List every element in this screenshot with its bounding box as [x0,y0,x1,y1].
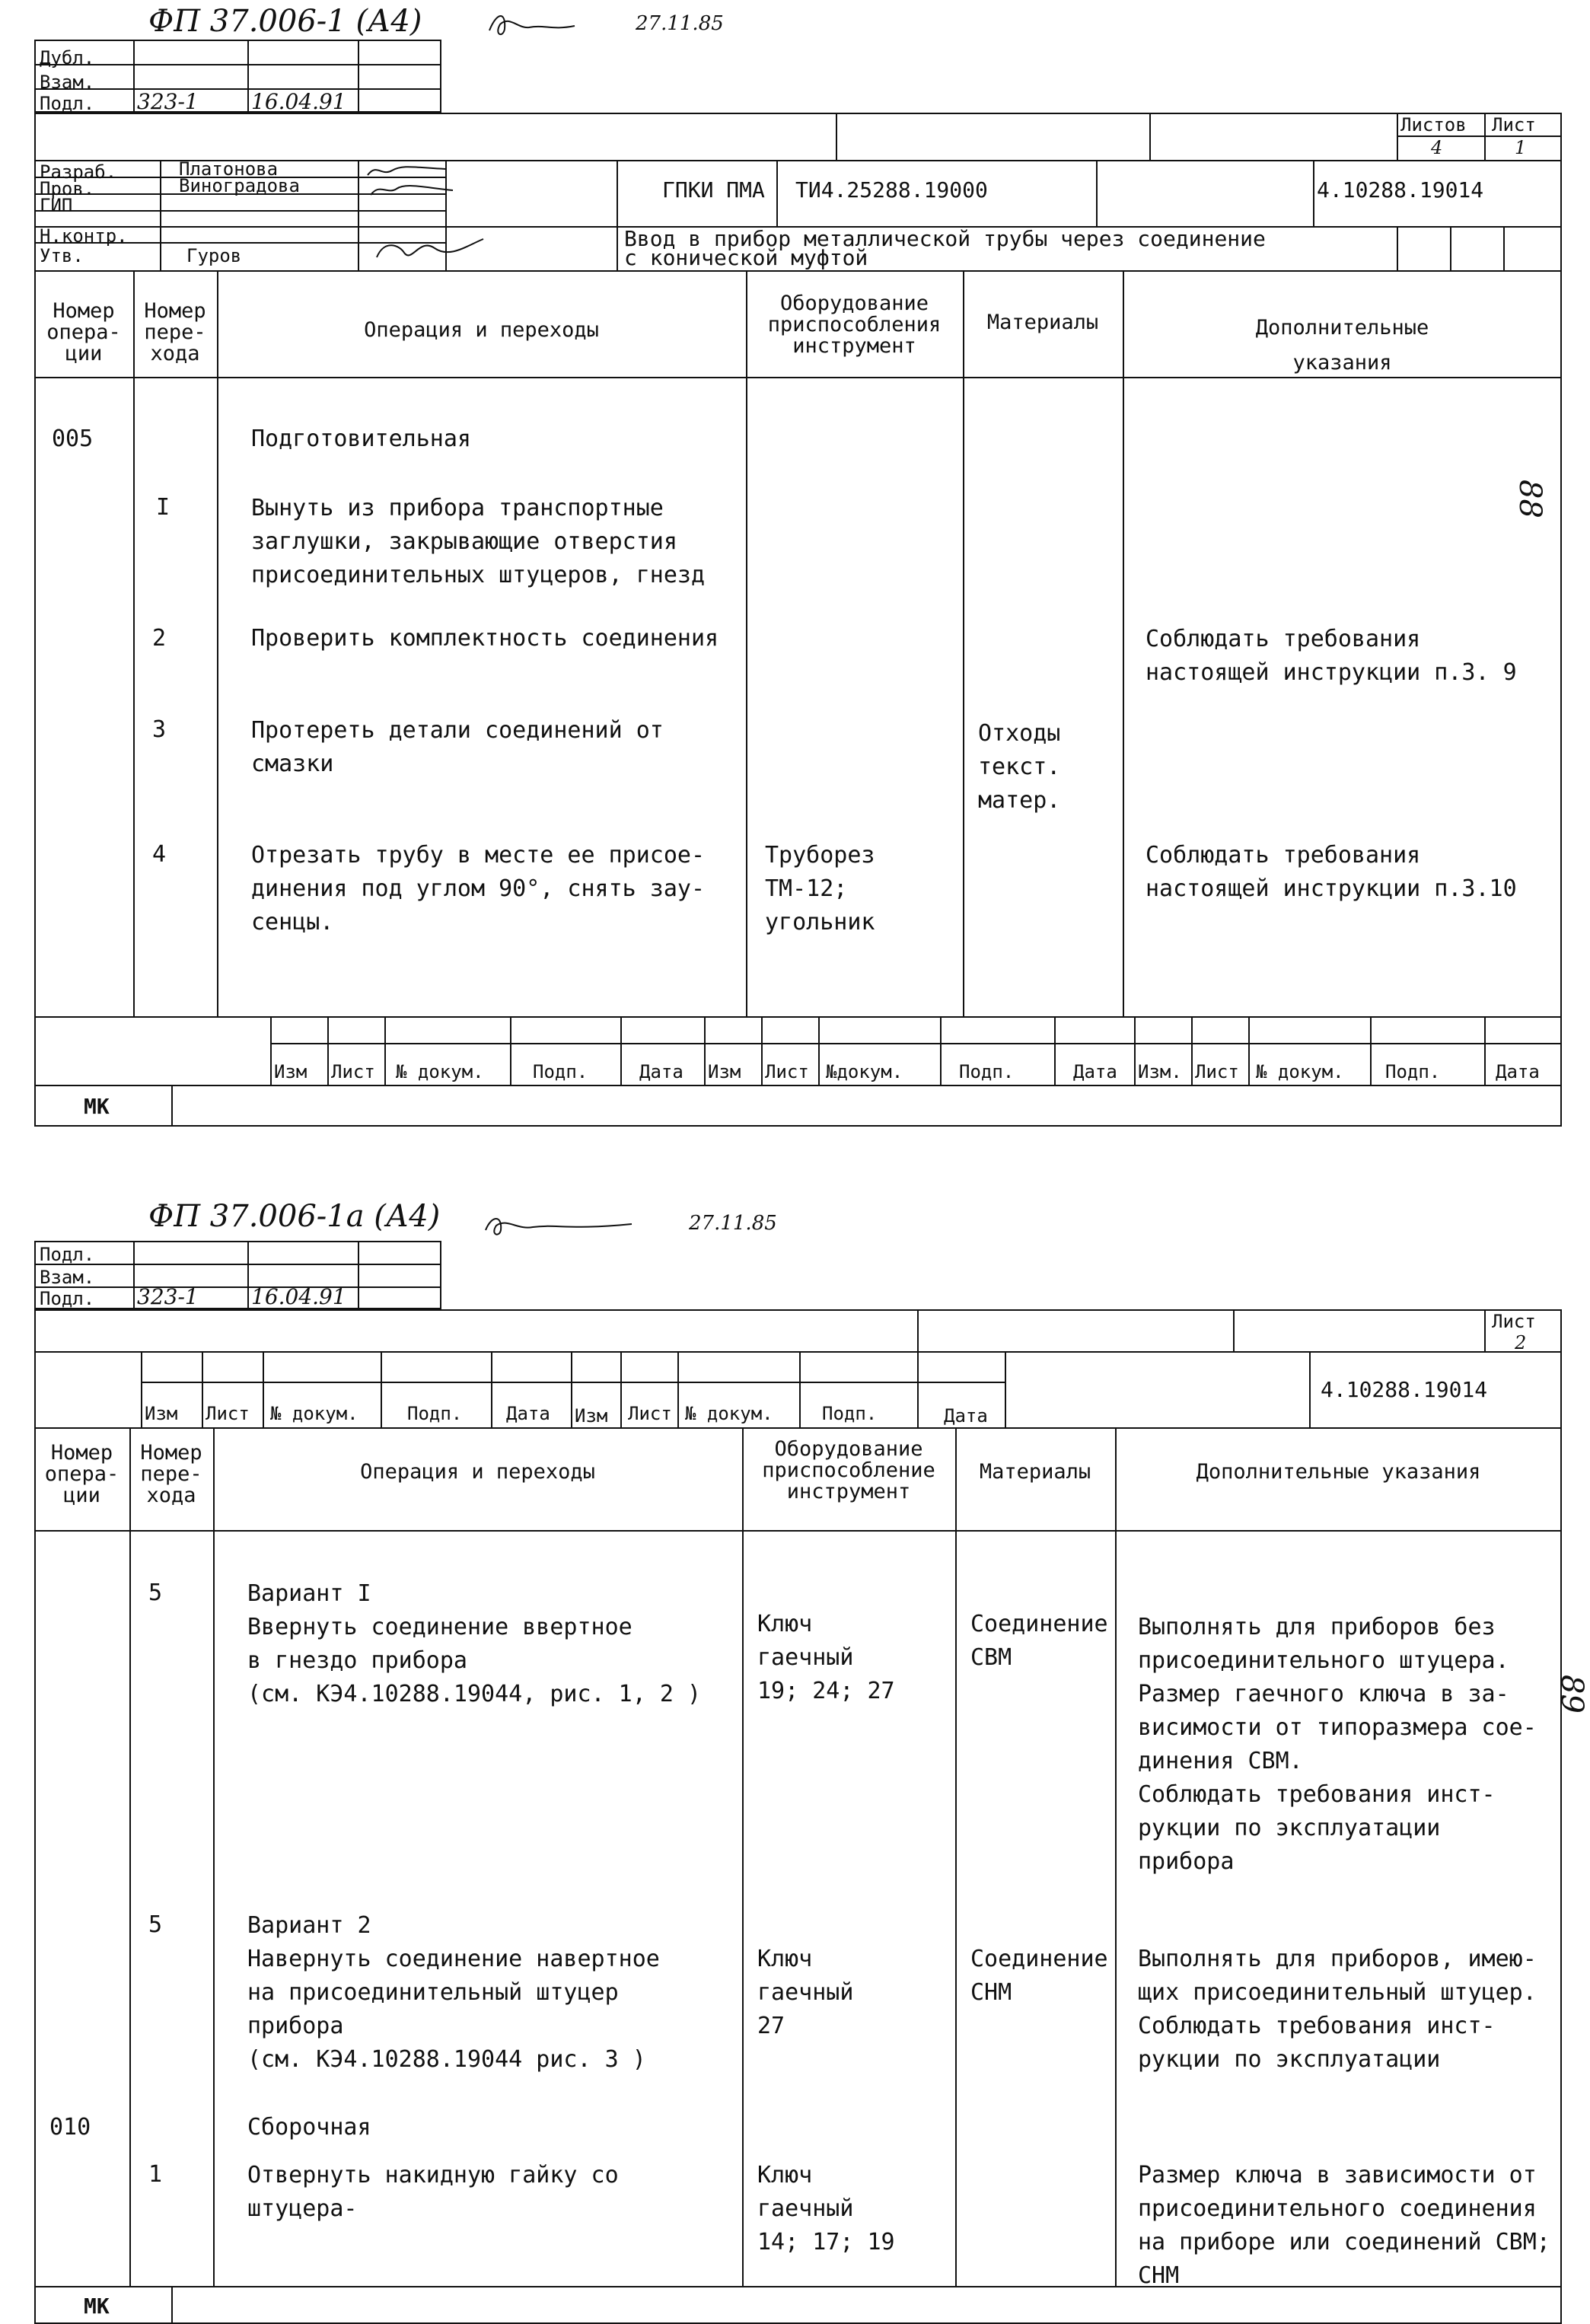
op-text: Вынуть из прибора транспортные заглушки, закрывающие отверстия присоединительных штуцеров, гнезд [251,495,706,588]
role-label: Утв. [40,245,84,266]
margin-page-number: 88 [1512,480,1547,518]
footer-label: Изм [274,1061,307,1082]
person-name: Виноградова [179,175,300,196]
note-text: Выполнять для приборов без присоединительного штуцера. Размер гаечного ключа в за- висимости от типоразмера сое- динения СВМ. Соблюдать требования инст- рукции по эксплуатации прибора [1138,1614,1537,1875]
note-text: Выполнять для приборов, имею- щих присоединительный штуцер. Соблюдать требования инст- рукции по эксплуатации [1138,1946,1537,2073]
footer-label: Дата [1073,1061,1117,1082]
op-text: Вариант 2 Навернуть соединение навертное на присоединительный штуцер прибора (см. КЭ4.10288.19044 рис. 3 ) [247,1912,660,2073]
mk-label: МК [84,2294,110,2319]
step-number: 3 [152,716,167,743]
stamp-label: Подл. [40,1288,95,1309]
sheet-value: 2 [1515,1332,1527,1353]
stamp-label: Взам. [40,1267,95,1288]
header-label: Лист [206,1403,250,1424]
footer-label: № докум. [1256,1061,1344,1082]
header-label: № докум. [270,1403,358,1424]
mk-label: МК [84,1094,110,1119]
org-name: ГПКИ ПМА [662,177,765,202]
col-op-number: Номер опера- ции [44,1441,119,1507]
col-operations: Операция и переходы [364,318,599,342]
stamp-block [34,1241,441,1309]
op-text: Отвернуть накидную гайку со штуцера- [247,2162,619,2222]
header-label: Изм [575,1405,608,1427]
sheets-label: Листов [1400,114,1467,135]
doc-number: 4.10288.19014 [1321,1377,1488,1402]
handwritten-signature [480,1210,677,1241]
col-materials: Материалы [979,1460,1091,1484]
equipment-text: Ключ гаечный 14; 17; 19 [757,2162,895,2255]
op-number: 005 [52,426,94,452]
stamp-value: 16.04.91 [251,89,346,114]
footer-label: №докум. [826,1061,903,1082]
role-label: Пров. [40,178,95,199]
person-name: Платонова [179,158,279,180]
footer-label: Подп. [1385,1061,1441,1082]
step-number: I [156,494,170,521]
footer-label: Подп. [959,1061,1015,1082]
note-text: Размер ключа в зависимости от присоединительного соединения на приборе или соединений СВМ; СНМ [1138,2162,1550,2289]
col-op-number: Номер опера- ции [46,299,121,365]
material-text: Соединение СВМ [970,1611,1108,1671]
col-step-number: Номер пере- хода [144,299,206,365]
footer-label: Изм. [1138,1061,1182,1082]
handwritten-signature [483,8,651,41]
note-text: Соблюдать требования настоящей инструкции п.3.10 [1146,842,1517,902]
step-number: 5 [148,1911,163,1938]
form-code: ФП 37.006-1 (А4) [148,4,422,39]
stamp-value: 323-1 [137,89,199,114]
role-label: ГИП [40,195,73,216]
material-text: Отходы текст. матер. [978,720,1061,814]
margin-page-number: 89 [1554,1675,1589,1714]
col-equipment: Оборудование приспособление инструмент [762,1437,935,1503]
header-label: Дата [506,1403,550,1424]
form-code: ФП 37.006-1а (А4) [148,1199,441,1234]
footer-label: Лист [765,1061,809,1082]
footer-label: Дата [639,1061,683,1082]
header-label: Подп. [822,1403,878,1424]
stamp-value: 16.04.91 [251,1284,346,1309]
equipment-text: Ключ гаечный 27 [757,1946,854,2039]
col-step-number: Номер пере- хода [140,1441,202,1507]
op-text: Сборочная [247,2114,371,2141]
op-text: Подготовительная [251,426,471,452]
col-equipment: Оборудование приспособления инструмент [767,292,942,358]
footer-label: Дата [1496,1061,1540,1082]
signature-date: 27.11.85 [689,1212,777,1235]
footer-label: Подп. [533,1061,588,1082]
header-label: Дата [944,1405,988,1427]
header-label: Изм [145,1403,178,1424]
stamp-label: Подл. [40,93,95,114]
op-text: Отрезать трубу в месте ее присое- динения под углом 90°, снять зау- сенцы. [251,842,706,936]
doc-number: 4.10288.19014 [1317,177,1484,202]
footer-label: № докум. [396,1061,484,1082]
op-text: Протереть детали соединений от смазки [251,717,664,777]
doc-code: ТИ4.25288.19000 [795,177,988,202]
doc-title: с конической муфтой [624,245,868,270]
equipment-text: Труборез ТМ-12; угольник [765,842,875,936]
material-text: Соединение СНМ [970,1946,1108,2006]
person-name: Гуров [186,245,242,266]
op-text: Проверить комплектность соединения [251,625,719,652]
signature-date: 27.11.85 [636,12,724,35]
stamp-value: 323-1 [137,1284,199,1309]
col-operations: Операция и переходы [360,1460,595,1484]
step-number: 2 [152,625,167,652]
sheets-value: 4 [1431,137,1443,158]
stamp-label: Подл. [40,1244,95,1265]
col-notes: Дополнительные указания [1196,1460,1481,1484]
op-number: 010 [49,2114,91,2141]
stamp-block [34,40,441,113]
role-label: Н.контр. [40,225,128,247]
signatures [362,160,506,266]
header-label: Подп. [407,1403,463,1424]
stamp-label: Дубл. [40,47,95,69]
equipment-text: Ключ гаечный 19; 24; 27 [757,1611,895,1704]
sheet-label: Лист [1492,114,1536,135]
header-label: Лист [628,1403,672,1424]
step-number: 4 [152,841,167,868]
footer-label: Изм [708,1061,741,1082]
footer-label: Лист [1195,1061,1239,1082]
col-notes: Дополнительные указания [1255,316,1429,375]
doc-title: Ввод в прибор металлической трубы через соединение [624,226,1266,251]
header-label: № докум. [685,1403,773,1424]
note-text: Соблюдать требования настоящей инструкции п.3. 9 [1146,626,1517,686]
stamp-label: Взам. [40,72,95,93]
step-number: 5 [148,1580,163,1606]
role-label: Разраб. [40,161,117,183]
footer-label: Лист [331,1061,375,1082]
sheet-label: Лист [1492,1311,1536,1332]
op-text: Вариант I Ввернуть соединение ввертное в гнездо прибора (см. КЭ4.10288.19044, рис. 1, 2 ) [247,1580,702,1707]
col-materials: Материалы [986,311,1099,334]
step-number: 1 [148,2161,163,2188]
sheet-value: 1 [1515,137,1527,158]
